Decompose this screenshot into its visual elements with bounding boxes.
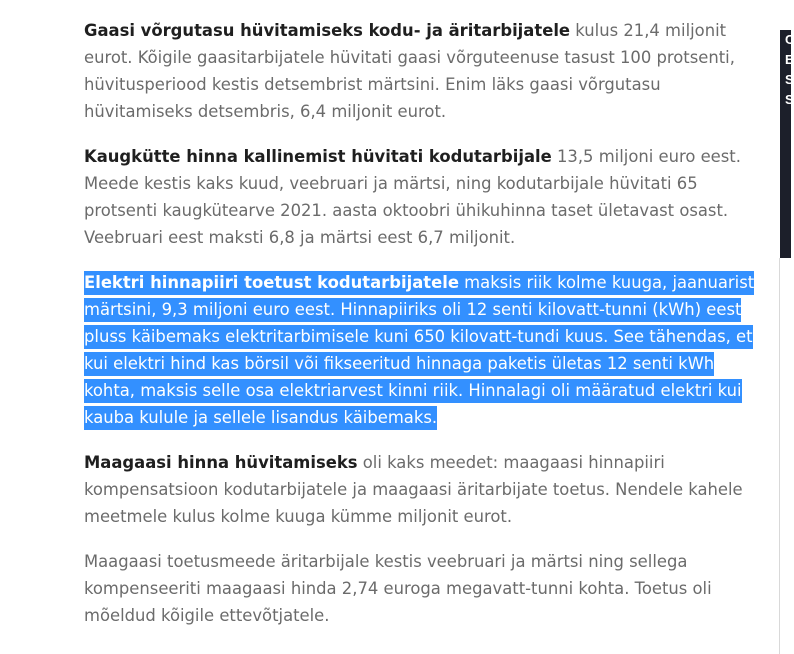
paragraph-district-heating: [84, 143, 764, 251]
paragraph-lead: Maagaasi hinna hüvitamiseks: [84, 453, 358, 472]
side-panel-letter: S: [785, 72, 794, 87]
paragraph-text: Maagaasi toetusmeede äritarbijale kestis veebruari ja märtsi ning sellega kompenseeriti maagaasi hinda 2,74 euroga megavatt-tunni kohta. Toetus oli mõeldud kõigile ettevõtjatele.: [84, 552, 712, 625]
side-ad-panel[interactable]: [780, 30, 794, 258]
paragraph-electricity-price-cap: [84, 269, 764, 431]
paragraph-natural-gas: [84, 449, 764, 530]
paragraph-text: kulus 21,4 miljonit eurot. Kõigile gaasitarbijatele hüvitati gaasi võrguteenuse tasust 100 protsenti, hüvitusperiood kestis detsembrist märtsini. Enim läks gaasi võrgutasu hüvitamiseks detsembris, 6,4 miljonit eurot.: [84, 21, 735, 121]
selection-highlight: [84, 271, 754, 430]
paragraph-lead: Kaugkütte hinna kallinemist hüvitati kodutarbijale: [84, 147, 552, 166]
side-divider: [779, 258, 780, 654]
paragraph-lead: Gaasi võrgutasu hüvitamiseks kodu- ja äritarbijatele: [84, 21, 571, 40]
paragraph-text: oli kaks meedet: maagaasi hinnapiiri kompensatsioon kodutarbijatele ja maagaasi äritarbijate toetus. Nendele kahele meetmele kulus kolme kuuga kümme miljonit eurot.: [84, 453, 743, 526]
article-body: [84, 17, 764, 647]
paragraph-text: maksis riik kolme kuuga, jaanuarist märtsini, 9,3 miljoni euro eest. Hinnapiiriks oli 12 senti kilovatt-tunni (kWh) eest pluss käibemaks elektritarbimisele kuni 650 kilovatt-tundi kuus. See tähendas, et kui elektri hind kas börsil või fikseeritud hinnaga paketis ületas 12 senti kWh kohta, maksis selle osa elektriarvest kinni riik. Hinnalagi oli määratud elektri kui kauba kulule ja sellele lisandus käibemaks.: [84, 273, 755, 427]
side-panel-letter: E: [785, 52, 794, 67]
side-panel-letter: S: [785, 92, 794, 107]
paragraph-gas-network-fee: [84, 17, 764, 125]
paragraph-lead: Elektri hinnapiiri toetust kodutarbijatele: [84, 273, 459, 292]
side-panel-letter: C: [785, 32, 794, 47]
paragraph-text: 13,5 miljoni euro eest. Meede kestis kaks kuud, veebruari ja märtsi, ning kodutarbijale hüvitati 65 protsenti kaugkütearve 2021. aasta oktoobri ühikuhinna taset ületavast osast. Veebruari eest maksti 6,8 ja märtsi eest 6,7 miljonit.: [84, 147, 741, 247]
paragraph-business-gas-support: [84, 548, 764, 629]
